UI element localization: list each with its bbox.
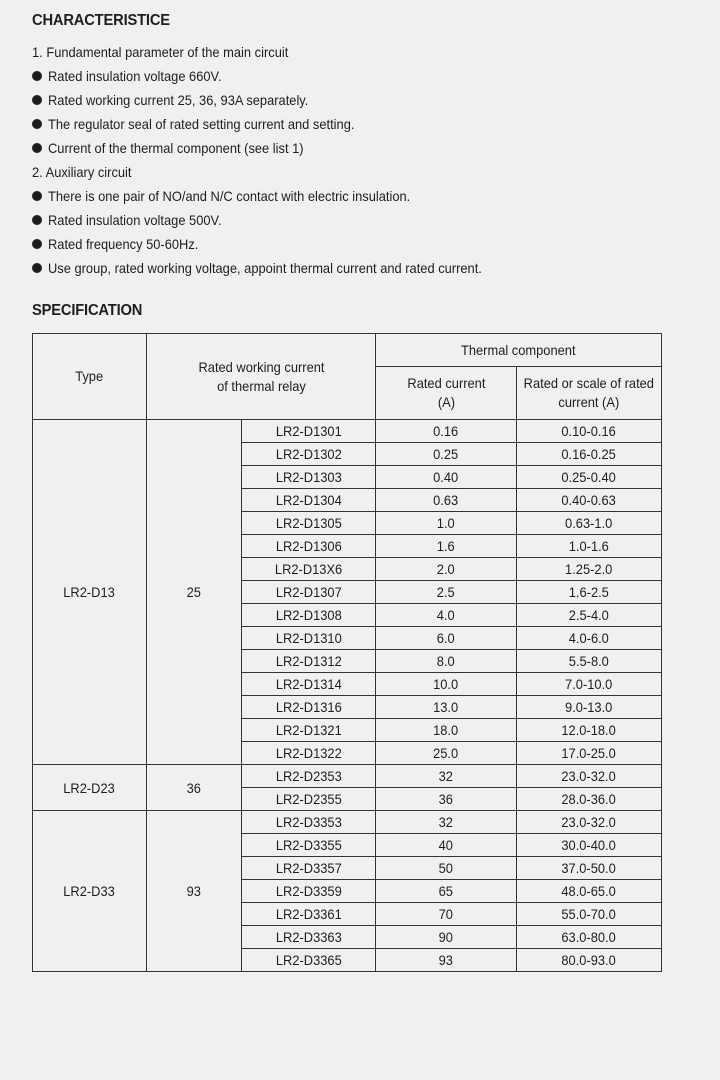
cell-model-text: LR2-D3361 bbox=[275, 906, 342, 922]
cell-range bbox=[517, 604, 662, 627]
cell-model bbox=[242, 535, 376, 558]
characteristics-line bbox=[32, 232, 692, 256]
characteristics-line bbox=[32, 208, 692, 232]
cell-current-text: 36 bbox=[186, 779, 202, 796]
cell-rated-text: 93 bbox=[438, 952, 454, 968]
characteristics-line-text: Rated insulation voltage 660V. bbox=[48, 68, 222, 84]
cell-rated bbox=[376, 811, 517, 834]
cell-range bbox=[517, 558, 662, 581]
cell-rated bbox=[376, 466, 517, 489]
cell-rated-working-current bbox=[147, 811, 242, 972]
specification-table-body bbox=[33, 420, 662, 972]
bullet-icon bbox=[32, 215, 42, 225]
cell-range-text: 9.0-13.0 bbox=[565, 699, 613, 715]
cell-rated-text: 70 bbox=[438, 906, 454, 922]
bullet-icon bbox=[32, 239, 42, 249]
cell-rated-text: 32 bbox=[438, 814, 454, 830]
characteristics-line-text: Current of the thermal component (see list 1) bbox=[48, 140, 304, 156]
cell-rated-text: 65 bbox=[438, 883, 454, 899]
specification-heading: SPECIFICATION bbox=[32, 302, 143, 319]
cell-model bbox=[242, 788, 376, 811]
cell-range-text: 2.5-4.0 bbox=[568, 607, 610, 623]
bullet-icon bbox=[32, 143, 42, 153]
cell-rated-text: 32 bbox=[438, 768, 454, 784]
cell-range bbox=[517, 443, 662, 466]
cell-rated bbox=[376, 788, 517, 811]
cell-model-text: LR2-D1304 bbox=[275, 492, 342, 508]
cell-range bbox=[517, 489, 662, 512]
characteristics-heading: CHARACTERISTICE bbox=[32, 12, 170, 29]
cell-model bbox=[242, 719, 376, 742]
cell-range bbox=[517, 719, 662, 742]
cell-rated bbox=[376, 558, 517, 581]
table-row bbox=[33, 420, 662, 443]
cell-model bbox=[242, 742, 376, 765]
cell-range-text: 0.16-0.25 bbox=[561, 446, 617, 462]
cell-model-text: LR2-D1308 bbox=[275, 607, 342, 623]
characteristics-line-text: Rated frequency 50-60Hz. bbox=[48, 236, 199, 252]
cell-rated bbox=[376, 443, 517, 466]
cell-type bbox=[33, 420, 147, 765]
cell-rated bbox=[376, 696, 517, 719]
cell-range-text: 30.0-40.0 bbox=[561, 837, 617, 853]
cell-range-text: 0.10-0.16 bbox=[561, 423, 617, 439]
cell-range-text: 5.5-8.0 bbox=[568, 653, 610, 669]
cell-current-text: 25 bbox=[186, 584, 202, 600]
characteristics-line-text: There is one pair of NO/and N/C contact with electric insulation. bbox=[48, 188, 411, 204]
cell-rated bbox=[376, 949, 517, 972]
cell-model-text: LR2-D2353 bbox=[275, 768, 342, 784]
cell-model bbox=[242, 650, 376, 673]
cell-rated-text: 36 bbox=[438, 791, 454, 807]
cell-type bbox=[33, 765, 147, 811]
cell-rated-text: 18.0 bbox=[433, 722, 459, 738]
cell-model bbox=[242, 696, 376, 719]
characteristics-list bbox=[32, 40, 692, 280]
cell-model-text: LR2-D13X6 bbox=[274, 561, 343, 577]
cell-rated bbox=[376, 742, 517, 765]
table-row bbox=[33, 765, 662, 788]
cell-type-text: LR2-D33 bbox=[63, 883, 116, 899]
cell-model bbox=[242, 811, 376, 834]
cell-range bbox=[517, 834, 662, 857]
cell-range-text: 0.63-1.0 bbox=[565, 515, 613, 531]
cell-rated-text: 1.6 bbox=[437, 538, 455, 554]
cell-model-text: LR2-D1314 bbox=[275, 676, 342, 692]
cell-rated-text: 0.16 bbox=[433, 423, 459, 439]
cell-range-text: 55.0-70.0 bbox=[561, 906, 617, 922]
characteristics-line bbox=[32, 40, 692, 64]
cell-rated-text: 4.0 bbox=[437, 607, 455, 623]
cell-model-text: LR2-D1310 bbox=[275, 630, 342, 646]
header-rated-scale: Rated or scale of rated current (A) bbox=[517, 367, 662, 420]
cell-model-text: LR2-D1322 bbox=[275, 745, 342, 761]
cell-rated-working-current bbox=[147, 420, 242, 765]
cell-model-text: LR2-D3357 bbox=[275, 860, 342, 876]
cell-rated-text: 1.0 bbox=[437, 515, 455, 531]
cell-range-text: 1.0-1.6 bbox=[568, 538, 610, 554]
characteristics-line-text: 2. Auxiliary circuit bbox=[32, 164, 132, 180]
characteristics-line bbox=[32, 88, 692, 112]
cell-model bbox=[242, 926, 376, 949]
cell-type bbox=[33, 811, 147, 972]
header-rated-current: Rated current (A) bbox=[376, 367, 517, 420]
cell-model bbox=[242, 558, 376, 581]
cell-range-text: 28.0-36.0 bbox=[561, 791, 617, 807]
cell-range-text: 80.0-93.0 bbox=[561, 952, 617, 968]
cell-model bbox=[242, 581, 376, 604]
cell-rated bbox=[376, 857, 517, 880]
cell-rated bbox=[376, 765, 517, 788]
cell-range bbox=[517, 535, 662, 558]
cell-model bbox=[242, 443, 376, 466]
cell-model bbox=[242, 604, 376, 627]
cell-range bbox=[517, 903, 662, 926]
cell-model bbox=[242, 673, 376, 696]
header-type: Type bbox=[33, 334, 147, 420]
cell-model-text: LR2-D2355 bbox=[275, 791, 342, 807]
cell-range bbox=[517, 673, 662, 696]
cell-type-text: LR2-D13 bbox=[63, 584, 116, 600]
cell-range-text: 1.6-2.5 bbox=[568, 584, 610, 600]
cell-range bbox=[517, 696, 662, 719]
cell-model bbox=[242, 857, 376, 880]
cell-range bbox=[517, 857, 662, 880]
cell-rated bbox=[376, 719, 517, 742]
cell-model-text: LR2-D3365 bbox=[275, 952, 342, 968]
cell-rated-text: 90 bbox=[438, 929, 454, 945]
cell-range bbox=[517, 788, 662, 811]
bullet-icon bbox=[32, 263, 42, 273]
characteristics-line bbox=[32, 64, 692, 88]
cell-rated bbox=[376, 535, 517, 558]
cell-model-text: LR2-D1321 bbox=[275, 722, 342, 738]
cell-rated-text: 0.25 bbox=[433, 446, 459, 462]
bullet-icon bbox=[32, 191, 42, 201]
cell-range bbox=[517, 926, 662, 949]
cell-range-text: 0.40-0.63 bbox=[561, 492, 617, 508]
cell-model-text: LR2-D1302 bbox=[275, 446, 342, 462]
cell-rated-text: 13.0 bbox=[433, 699, 459, 715]
table-row bbox=[33, 811, 662, 834]
bullet-icon bbox=[32, 95, 42, 105]
cell-range-text: 17.0-25.0 bbox=[561, 745, 617, 761]
cell-rated-text: 50 bbox=[438, 860, 454, 876]
cell-rated-text: 6.0 bbox=[437, 630, 455, 646]
cell-rated bbox=[376, 604, 517, 627]
cell-model bbox=[242, 627, 376, 650]
cell-range-text: 0.25-0.40 bbox=[561, 469, 617, 485]
cell-rated-text: 10.0 bbox=[433, 676, 459, 692]
cell-model bbox=[242, 903, 376, 926]
cell-range bbox=[517, 420, 662, 443]
cell-model-text: LR2-D3355 bbox=[275, 837, 342, 853]
cell-model-text: LR2-D3353 bbox=[275, 814, 342, 830]
cell-model-text: LR2-D3363 bbox=[275, 929, 342, 945]
cell-model bbox=[242, 765, 376, 788]
cell-model-text: LR2-D1307 bbox=[275, 584, 342, 600]
cell-rated-text: 0.40 bbox=[433, 469, 459, 485]
cell-range bbox=[517, 581, 662, 604]
cell-rated bbox=[376, 926, 517, 949]
cell-range-text: 23.0-32.0 bbox=[561, 768, 617, 784]
cell-range-text: 7.0-10.0 bbox=[565, 676, 613, 692]
cell-rated bbox=[376, 673, 517, 696]
cell-range bbox=[517, 466, 662, 489]
cell-range bbox=[517, 512, 662, 535]
characteristics-line-text: Rated working current 25, 36, 93A separately. bbox=[48, 92, 309, 108]
cell-rated bbox=[376, 581, 517, 604]
cell-model bbox=[242, 489, 376, 512]
cell-range-text: 48.0-65.0 bbox=[561, 883, 617, 899]
characteristics-line-text: Rated insulation voltage 500V. bbox=[48, 212, 222, 228]
cell-range bbox=[517, 627, 662, 650]
cell-model-text: LR2-D3359 bbox=[275, 883, 342, 899]
cell-range-text: 37.0-50.0 bbox=[561, 860, 617, 876]
cell-rated bbox=[376, 650, 517, 673]
characteristics-line-text: Use group, rated working voltage, appoint thermal current and rated current. bbox=[48, 260, 482, 276]
cell-rated bbox=[376, 420, 517, 443]
cell-range bbox=[517, 742, 662, 765]
cell-model bbox=[242, 949, 376, 972]
cell-range bbox=[517, 811, 662, 834]
cell-range-text: 63.0-80.0 bbox=[561, 929, 617, 945]
cell-range bbox=[517, 765, 662, 788]
bullet-icon bbox=[32, 71, 42, 81]
cell-model bbox=[242, 420, 376, 443]
cell-range-text: 12.0-18.0 bbox=[561, 722, 617, 738]
characteristics-line bbox=[32, 136, 692, 160]
cell-model-text: LR2-D1312 bbox=[275, 653, 342, 669]
cell-range-text: 23.0-32.0 bbox=[561, 814, 617, 830]
cell-range-text: 4.0-6.0 bbox=[568, 630, 610, 646]
cell-rated-text: 25.0 bbox=[433, 745, 459, 761]
cell-rated bbox=[376, 512, 517, 535]
cell-model bbox=[242, 834, 376, 857]
cell-range bbox=[517, 949, 662, 972]
characteristics-line-text: 1. Fundamental parameter of the main circuit bbox=[32, 44, 289, 60]
cell-rated-text: 40 bbox=[438, 837, 454, 853]
characteristics-line bbox=[32, 184, 692, 208]
cell-model-text: LR2-D1303 bbox=[275, 469, 342, 485]
characteristics-line bbox=[32, 256, 692, 280]
characteristics-line bbox=[32, 160, 692, 184]
cell-rated-text: 8.0 bbox=[437, 653, 455, 669]
characteristics-line bbox=[32, 112, 692, 136]
cell-model-text: LR2-D1316 bbox=[275, 699, 342, 715]
cell-rated-text: 2.0 bbox=[437, 561, 455, 577]
cell-model-text: LR2-D1306 bbox=[275, 538, 342, 554]
cell-range bbox=[517, 650, 662, 673]
cell-rated-working-current bbox=[147, 765, 242, 811]
cell-rated bbox=[376, 627, 517, 650]
cell-range bbox=[517, 880, 662, 903]
bullet-icon bbox=[32, 119, 42, 129]
cell-current-text: 93 bbox=[186, 883, 202, 899]
cell-model bbox=[242, 880, 376, 903]
cell-model bbox=[242, 466, 376, 489]
cell-model bbox=[242, 512, 376, 535]
cell-rated bbox=[376, 903, 517, 926]
cell-rated bbox=[376, 834, 517, 857]
cell-model-text: LR2-D1305 bbox=[275, 515, 342, 531]
header-thermal-component: Thermal component bbox=[376, 334, 662, 367]
cell-model-text: LR2-D1301 bbox=[275, 423, 342, 439]
specification-table bbox=[32, 333, 662, 972]
cell-range-text: 1.25-2.0 bbox=[565, 561, 613, 577]
cell-rated bbox=[376, 489, 517, 512]
cell-rated-text: 0.63 bbox=[433, 492, 459, 508]
characteristics-line-text: The regulator seal of rated setting current and setting. bbox=[48, 116, 355, 132]
cell-rated bbox=[376, 880, 517, 903]
cell-rated-text: 2.5 bbox=[437, 584, 455, 600]
header-rated-working-current: Rated working current of thermal relay bbox=[147, 334, 376, 420]
cell-type-text: LR2-D23 bbox=[63, 779, 116, 796]
